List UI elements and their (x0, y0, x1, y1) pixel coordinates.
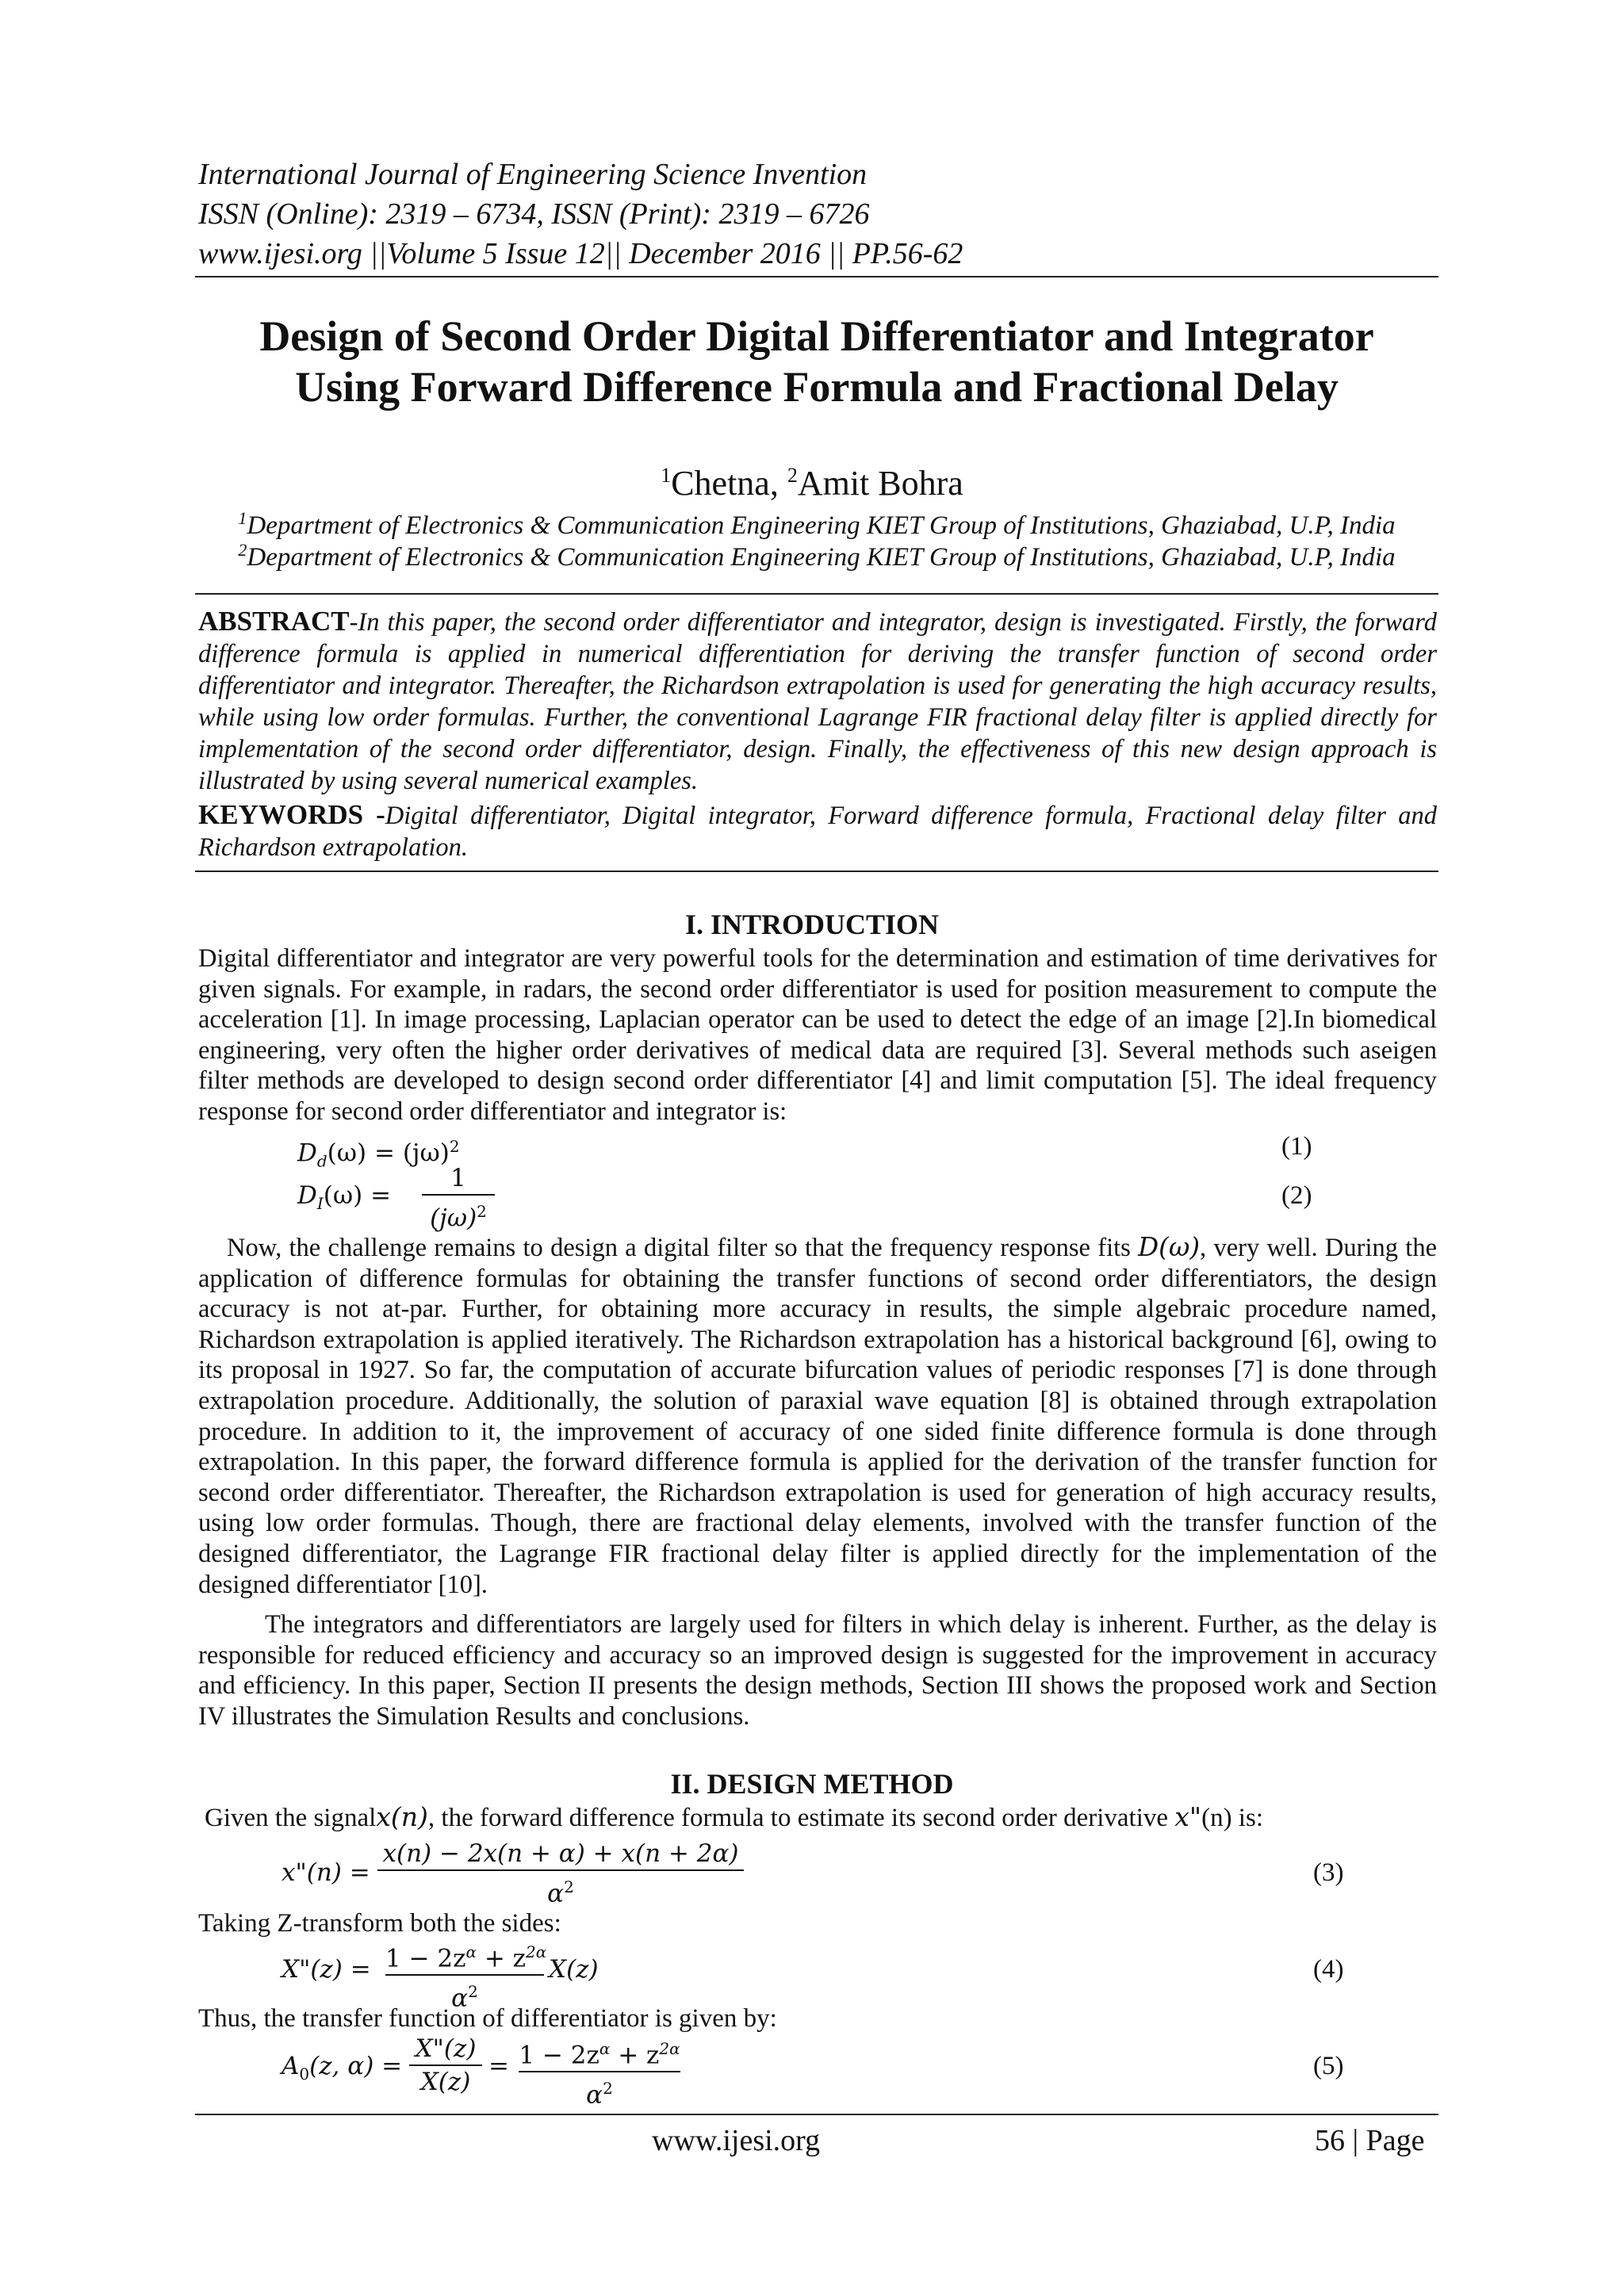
equation-5-lhs (282, 2050, 402, 2090)
eq1-body: (ω) = (jω) (327, 1138, 450, 1168)
equation-1-number: (1) (1281, 1132, 1312, 1161)
design-intro-derivative: x" (1174, 1801, 1202, 1832)
eq3-denominator (377, 1871, 744, 1909)
eq3-lhs-text: x"(n) = (282, 1858, 370, 1887)
author-line (0, 453, 1624, 506)
ztransform-text: Taking Z-transform both the sides: (198, 1909, 561, 1938)
eq1-exponent: 2 (449, 1137, 460, 1156)
equation-5-number: (5) (1313, 2052, 1344, 2080)
eq3-denominator-base: α (547, 1879, 565, 1908)
eq1-subscript: d (316, 1151, 327, 1171)
keywords-text: Digital differentiator, Digital integrator, Forward difference formula, Fractional delay filter and Richardson extrapolation. (198, 802, 1437, 862)
eq3-numerator: x(n) − 2x(n + α) + x(n + 2α) (382, 1839, 739, 1868)
design-intro-signal: x(n) (376, 1801, 428, 1832)
title-line-2: Using Forward Difference Formula and Fractional Delay (295, 363, 1339, 411)
abstract-label: ABSTRACT (198, 606, 350, 637)
eq5-f2-denominator-exponent: 2 (603, 2079, 613, 2099)
eq4-lhs-text: X"(z) = (282, 1955, 371, 1984)
eq4-denominator-exponent: 2 (468, 1982, 478, 2002)
eq5-args: (z, α) = (309, 2052, 403, 2080)
eq5-f1-numerator: X"(z) (415, 2034, 477, 2063)
eq2-denominator-base: (jω) (430, 1203, 477, 1233)
equation-4-number: (4) (1313, 1955, 1344, 1984)
section-heading-design-method: II. DESIGN METHOD (670, 1768, 954, 1800)
affiliation-1-marker: 1 (238, 508, 247, 528)
equation-5-equals: = (488, 2052, 509, 2080)
abstract-text: -In this paper, the second order differentiator and integrator, design is investigated. Firstly, the forward difference formula is applied in numerical differentiation for deriving the transfer function of second order differentiator and integrator. Thereafter, the Richardson extrapolation is used for generating the high accuracy results, while using low order formulas. Further, the conventional Lagrange FIR fractional delay filter is applied directly for implementation of the second order differentiator, design. Finally, the effectiveness of this new design approach is illustrated by using several numerical examples. (198, 608, 1437, 795)
keywords (198, 799, 1437, 863)
intro-paragraph-3: The integrators and differentiators are largely used for filters in which delay is inherent. Further, as the delay is responsible for reduced efficiency and accuracy so an improved design is suggested for the improvement in accuracy and efficiency. In this paper, Section II presents the design methods, Section III shows the proposed work and Section IV illustrates the Simulation Results and conclusions. (198, 1610, 1437, 1731)
abstract-bottom-rule (195, 871, 1438, 872)
eq4-numerator (385, 1936, 547, 1974)
keywords-label: KEYWORDS - (198, 799, 385, 830)
intro-paragraph-1: Digital differentiator and integrator are very powerful tools for the determination and estimation of time derivatives for given signals. For example, in radars, the second order differentiator is used for position measurement to compute the acceleration [1]. In image processing, Laplacian operator can be used to detect the edge of an image [2].In biomedical engineering, very often the higher order derivatives of medical data are required [3]. Several methods such aseigen filter methods are developed to design second order differentiator [4] and limit computation [5]. The ideal frequency response for second order differentiator and integrator is: (198, 944, 1437, 1126)
eq2-numerator: 1 (450, 1164, 466, 1192)
eq5-f2-num-exp-1: α (599, 2039, 611, 2058)
equation-2-fraction (422, 1162, 495, 1234)
eq4-num-part-a: 1 − 2z (385, 1944, 466, 1973)
eq4-num-part-b: + z (476, 1944, 526, 1973)
equation-2-lhs (297, 1180, 391, 1219)
eq5-f1-denominator: X(z) (420, 2068, 471, 2096)
equation-5-fraction-1 (409, 2033, 482, 2098)
eq5-f2-num-b: + z (610, 2041, 660, 2070)
affiliation-2-marker: 2 (238, 540, 247, 560)
header-rule (195, 276, 1438, 277)
footer-rule (195, 2114, 1438, 2115)
issue-line: www.ijesi.org ||Volume 5 Issue 12|| December 2016 || PP.56-62 (198, 237, 963, 270)
design-intro-middle: , the forward difference formula to estimate its second order derivative (427, 1804, 1175, 1832)
section-heading-introduction: I. INTRODUCTION (684, 909, 940, 940)
eq4-denominator-base: α (451, 1984, 469, 2013)
affiliation-2-text: Department of Electronics & Communication Engineering KIET Group of Institutions, Ghaziabad, U.P, India (247, 543, 1396, 572)
eq5-f2-num-a: 1 − 2z (519, 2041, 599, 2070)
abstract (198, 606, 1437, 797)
author-1-marker: 1 (661, 464, 672, 487)
intro-p2-rest: , very well. During the application of difference formulas for obtaining the transfer functions of second order differentiators, the design accuracy is not at-par. Further, for obtaining more accuracy in results, the simple algebraic procedure named, Richardson extrapolation is applied iteratively. The Richardson extrapolation has a historical background [6], owing to its proposal in 1927. So far, the computation of accurate bifurcation values of periodic responses [7] is done through extrapolation procedure. Additionally, the solution of paraxial wave equation [8] is obtained through extrapolation procedure. In addition to it, the improvement of accuracy of one sided finite difference formula is done through extrapolation. In this paper, the forward difference formula is applied for the derivation of the transfer function for second order differentiator. Thereafter, the Richardson extrapolation is used for generation of high accuracy results, using low order formulas. Though, there are fractional delay elements, involved with the transfer function of the designed differentiator, the Lagrange FIR fractional delay filter is applied directly for the implementation of the designed differentiator [10]. (198, 1234, 1437, 1599)
equation-3-lhs (282, 1857, 370, 1888)
issn-line: ISSN (Online): 2319 – 6734, ISSN (Print): 2319 – 6726 (198, 197, 870, 231)
eq5-symbol: A (282, 2052, 300, 2080)
journal-name: International Journal of Engineering Science Invention (198, 158, 868, 191)
equation-2-number: (2) (1281, 1181, 1312, 1210)
title-line-1: Design of Second Order Digital Differentiator and Integrator (259, 312, 1374, 360)
eq1-symbol: D (297, 1138, 317, 1168)
intro-p2-start: Now, the challenge remains to design a digital filter so that the frequency response fits (227, 1234, 1139, 1262)
equation-4-lhs (282, 1954, 371, 1985)
equation-3-number: (3) (1313, 1858, 1344, 1887)
affiliation-1-text: Department of Electronics & Communication Engineering KIET Group of Institutions, Ghaziabad, U.P, India (247, 511, 1396, 540)
design-intro-end: (n) is: (1201, 1804, 1263, 1832)
page-number: 56 | Page (1315, 2124, 1425, 2157)
eq2-subscript: I (316, 1194, 324, 1214)
eq5-f2-numerator (519, 2033, 680, 2071)
footer-site: www.ijesi.org (652, 2124, 821, 2157)
design-intro (205, 1801, 1263, 1834)
eq4-num-exp-2: 2α (526, 1942, 547, 1961)
design-intro-start: Given the signal (205, 1804, 377, 1832)
eq5-f2-num-exp-2: 2α (659, 2039, 680, 2058)
eq2-symbol: D (297, 1181, 317, 1210)
affiliation-2 (190, 534, 1443, 573)
eq3-denominator-exponent: 2 (564, 1877, 574, 1896)
equation-3-fraction (377, 1838, 744, 1909)
eq5-subscript: 0 (299, 2064, 310, 2084)
author-1: Chetna, (671, 464, 779, 503)
eq5-f2-denominator (519, 2072, 680, 2110)
eq4-tail-text: X(z) (549, 1955, 599, 1984)
abstract-top-rule (195, 593, 1438, 595)
eq5-f2-denominator-base: α (586, 2080, 603, 2110)
transfer-function-intro: Thus, the transfer function of differentiator is given by: (198, 2004, 777, 2033)
paper-title (159, 311, 1475, 412)
intro-p2-math: D(ω) (1138, 1232, 1201, 1262)
equation-5-fraction-2 (519, 2033, 680, 2111)
intro-paragraph-2 (198, 1232, 1437, 1600)
author-2-marker: 2 (787, 464, 798, 487)
eq2-denominator-exponent: 2 (477, 1202, 487, 1221)
eq4-num-exp-1: α (465, 1942, 477, 1961)
author-2: Amit Bohra (797, 464, 963, 503)
equation-4-tail (549, 1954, 599, 1985)
eq2-body: (ω) = (323, 1181, 392, 1210)
eq2-denominator (422, 1196, 495, 1234)
